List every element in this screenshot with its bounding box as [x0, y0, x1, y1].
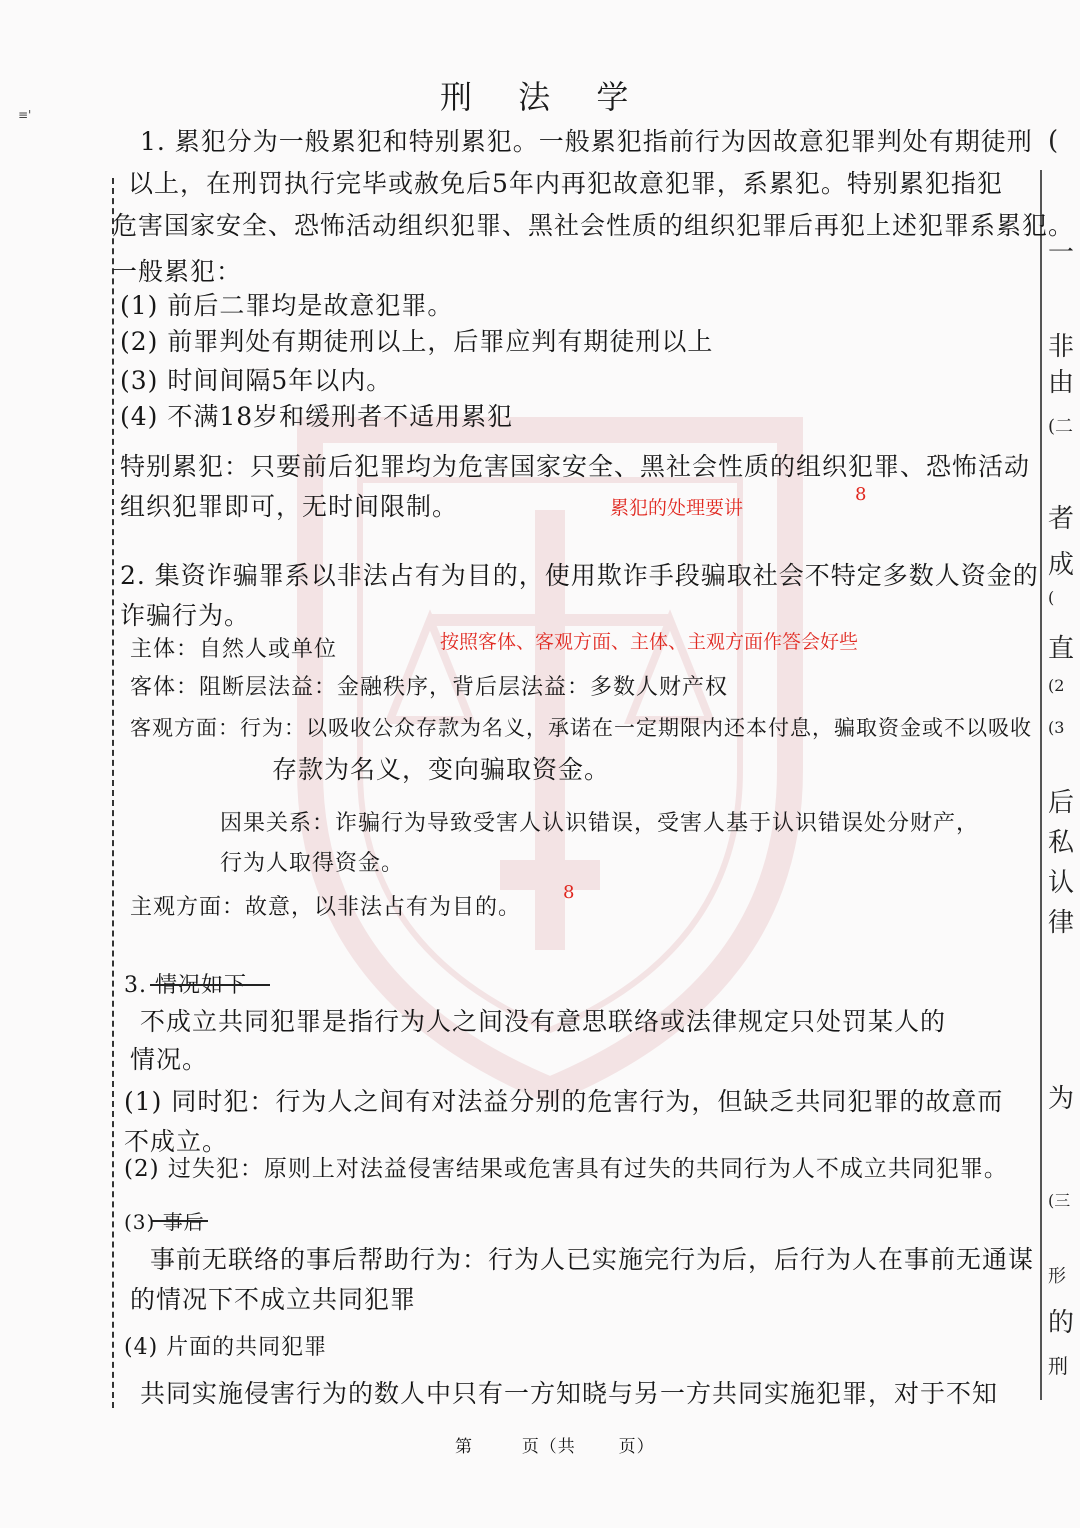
strip-char: 一	[1048, 238, 1075, 268]
answer-line: 存款为名义，变向骗取资金。	[272, 755, 611, 784]
answer-line-struck: (3) 事后	[124, 1210, 205, 1234]
strike-mark	[150, 984, 270, 986]
answer-line: (2) 前罪判处有期徒刑以上，后罪应判有期徒刑以上	[120, 327, 714, 356]
strip-char: 私	[1048, 828, 1075, 858]
left-margin-rule	[112, 178, 114, 1408]
answer-line: 特别累犯：只要前后犯罪均为危害国家安全、黑社会性质的组织犯罪、恐怖活动	[120, 452, 1031, 481]
answer-line: 诈骗行为。	[120, 601, 251, 630]
answer-line: (4) 不满18岁和缓刑者不适用累犯	[120, 402, 514, 431]
footer-page-mid: 页（共	[521, 1437, 576, 1457]
answer-line: 事前无联络的事后帮助行为：行为人已实施完行为后，后行为人在事前无通谋	[150, 1245, 1035, 1274]
footer-page-label: 第	[455, 1437, 473, 1457]
strip-char: 的	[1048, 1308, 1075, 1338]
answer-line: 危害国家安全、恐怖活动组织犯罪、黑社会性质的组织犯罪后再犯上述犯罪系累犯。	[112, 211, 1075, 240]
strip-char: (	[1048, 588, 1055, 607]
answer-line: 一般累犯：	[112, 257, 243, 286]
strip-char: 后	[1048, 788, 1075, 818]
answer-line: (2) 过失犯：原则上对法益侵害结果或危害具有过失的共同行为人不成立共同犯罪。	[124, 1156, 1008, 1182]
answer-line: 组织犯罪即可，无时间限制。	[120, 492, 459, 521]
strip-char: 为	[1048, 1084, 1075, 1114]
strip-char: (2	[1048, 676, 1065, 695]
answer-line: 情况。	[130, 1045, 209, 1074]
corner-mark: ≡'	[18, 108, 32, 122]
answer-line-struck: 3. 情况如下	[124, 973, 247, 998]
strip-char: 由	[1048, 368, 1075, 398]
strip-char: 认	[1048, 868, 1075, 898]
answer-line: (1) 同时犯：行为人之间有对法益分别的危害行为，但缺乏共同犯罪的故意而	[124, 1087, 1004, 1116]
grader-comment: 累犯的处理要讲	[610, 497, 744, 519]
answer-line: 行为人取得资金。	[220, 851, 405, 876]
answer-line: (1) 前后二罪均是故意犯罪。	[120, 291, 454, 320]
page-title: 刑 法 学	[440, 78, 647, 116]
answer-line: 客体：阻断层法益：金融秩序，背后层法益：多数人财产权	[130, 675, 729, 700]
answer-line: 1. 累犯分为一般累犯和特别累犯。一般累犯指前行为因故意犯罪判处有期徒刑	[140, 127, 1033, 156]
strip-char: 形	[1048, 1266, 1066, 1287]
strip-char: (	[1048, 126, 1059, 156]
right-margin-rule	[1040, 170, 1042, 1400]
page-footer	[455, 1432, 655, 1457]
strip-char: 成	[1048, 550, 1075, 580]
answer-line: 不成立。	[124, 1127, 229, 1156]
adjacent-page-strip	[1048, 0, 1080, 1430]
answer-line: 的情况下不成立共同犯罪	[130, 1285, 417, 1314]
strip-char: 刑	[1048, 1354, 1068, 1378]
answer-line: 不成立共同犯罪是指行为人之间没有意思联络或法律规定只处罚某人的	[140, 1007, 947, 1036]
answer-line: 2. 集资诈骗罪系以非法占有为目的，使用欺诈手段骗取社会不特定多数人资金的	[120, 561, 1039, 590]
strip-char: 者	[1048, 504, 1075, 534]
strip-char: (3	[1048, 718, 1065, 737]
answer-line: (4) 片面的共同犯罪	[124, 1335, 328, 1360]
grader-score: 8	[855, 484, 867, 505]
strip-char: 直	[1048, 634, 1075, 664]
strip-char: 非	[1048, 332, 1075, 362]
strip-char: 律	[1048, 908, 1075, 938]
answer-line: 因果关系：诈骗行为导致受害人认识错误，受害人基于认识错误处分财产，	[220, 811, 980, 836]
footer-page-end: 页）	[618, 1437, 655, 1457]
answer-line: 主体：自然人或单位	[130, 637, 338, 662]
strip-char: (二	[1048, 416, 1074, 437]
answer-line: 以上，在刑罚执行完毕或赦免后5年内再犯故意犯罪，系累犯。特别累犯指犯	[128, 169, 1003, 198]
strike-mark	[152, 1220, 208, 1222]
answer-line: 主观方面：故意，以非法占有为目的。	[130, 895, 522, 920]
strip-char: (三	[1048, 1191, 1071, 1210]
grader-score: 8	[563, 882, 575, 903]
answer-line: 共同实施侵害行为的数人中只有一方知晓与另一方共同实施犯罪，对于不知	[140, 1379, 999, 1408]
answer-line: 客观方面：行为：以吸收公众存款为名义，承诺在一定期限内还本付息，骗取资金或不以吸收	[130, 716, 1032, 740]
grader-comment: 按照客体、客观方面、主体、主观方面作答会好些	[440, 631, 859, 653]
answer-line: (3) 时间间隔5年以内。	[120, 366, 393, 395]
